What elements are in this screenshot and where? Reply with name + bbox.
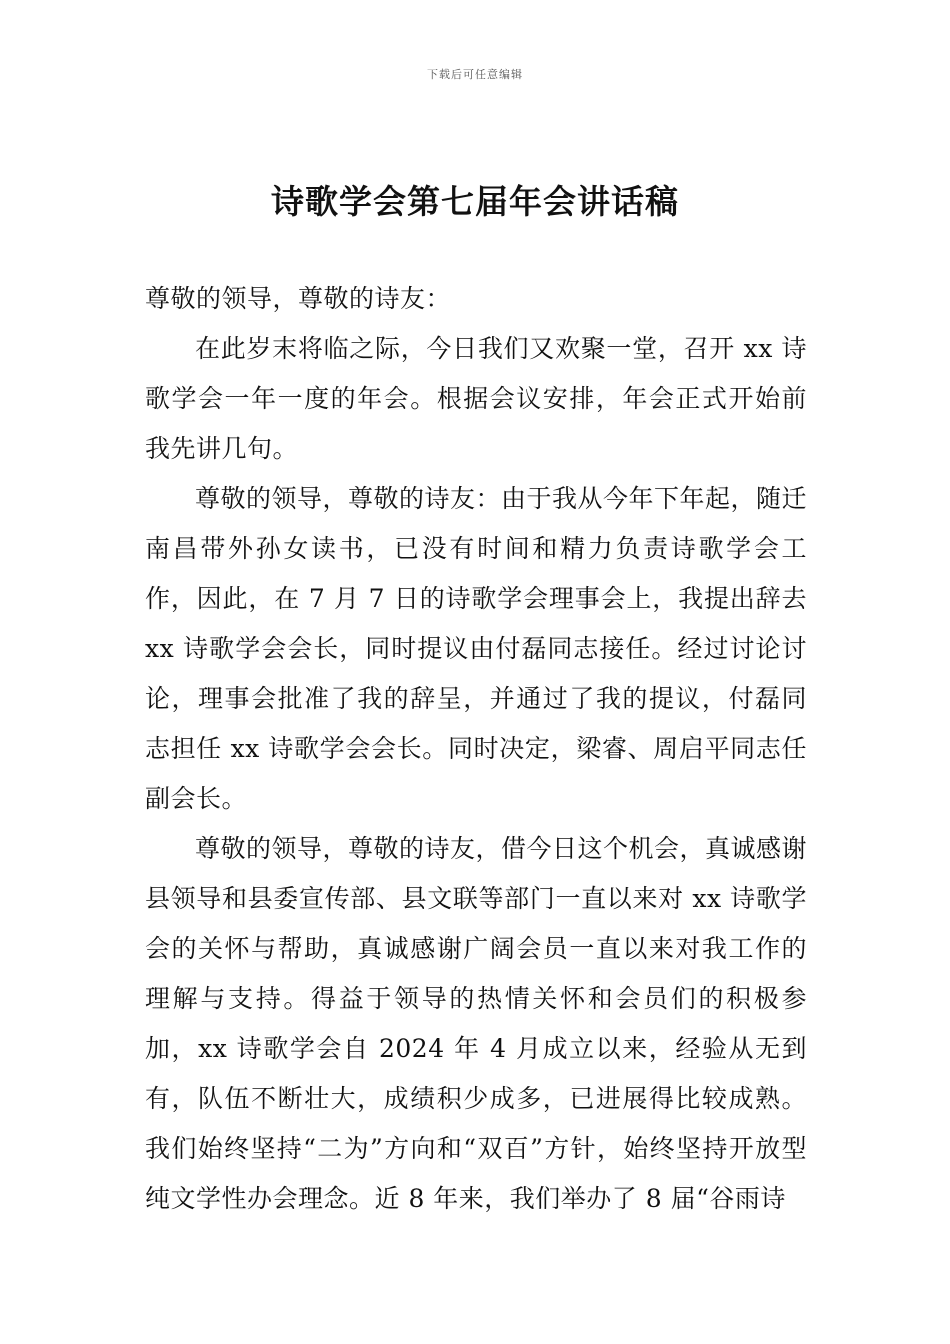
document-title: 诗歌学会第七届年会讲话稿 [271,182,679,221]
paragraph-1: 在此岁末将临之际，今日我们又欢聚一堂，召开 xx 诗歌学会一年一度的年会。根据会议安排，年会正式开始前我先讲几句。 [145,334,807,463]
header-note: 下载后可任意编辑 [427,68,523,81]
paragraph-2: 尊敬的领导，尊敬的诗友：由于我从今年下年起，随迁南昌带外孙女读书，已没有时间和精力负责诗歌学会工作，因此，在 7 月 7 日的诗歌学会理事会上，我提出辞去 xx 诗歌学会会长，同时提议由付磊同志接任。经过讨论讨论，理事会批准了我的辞呈，并通过了我的提议，付磊同志担任 xx 诗歌学会会长。同时决定，梁睿、周启平同志任副会长。 [145,484,808,813]
salutation: 尊敬的领导，尊敬的诗友： [145,284,452,313]
paragraph-3: 尊敬的领导，尊敬的诗友，借今日这个机会，真诚感谢县领导和县委宣传部、县文联等部门一直以来对 xx 诗歌学会的关怀与帮助，真诚感谢广阔会员一直以来对我工作的理解与支持。得益于领导的热情关怀和会员们的积极参加，xx 诗歌学会自 2024 年 4 月成立以来，经验从无到有，队伍不断壮大，成绩积少成多，已进展得比较成熟。我们始终坚持“二为”方向和“双百”方针，始终坚持开放型纯文学性办会理念。近 8 年来，我们举办了 8 届“谷雨诗 [145,834,808,1213]
document-body [145,274,807,1224]
